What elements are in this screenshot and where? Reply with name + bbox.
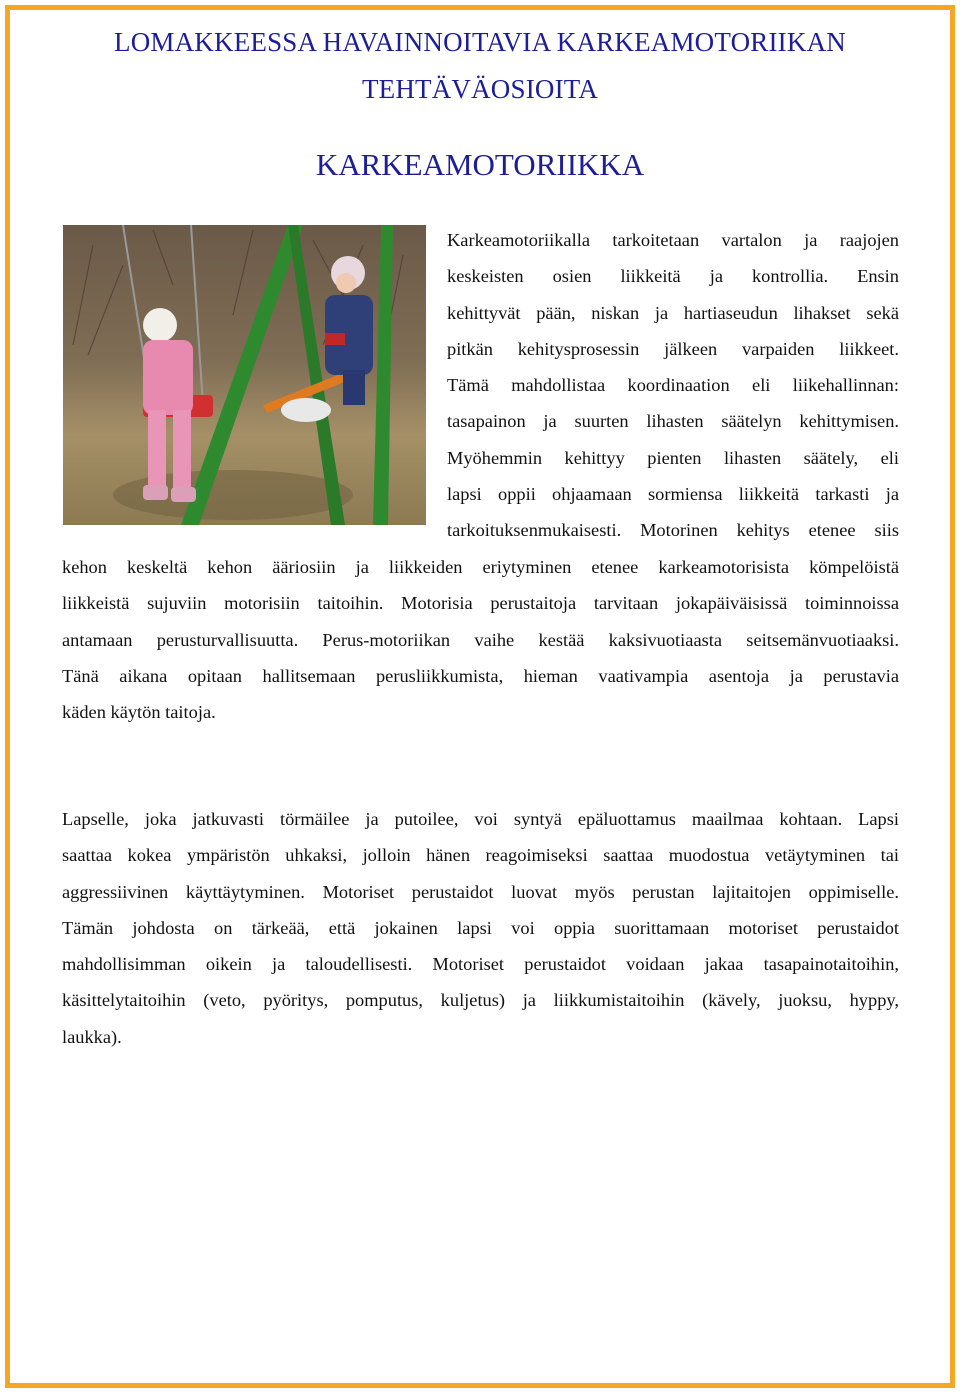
text-line: Tänä aikana opitaan hallitsemaan perusliikkumista, hieman vaativampia asentoja ja perustavia xyxy=(62,665,899,686)
page-title-line2: TEHTÄVÄOSIOITA xyxy=(361,74,599,104)
text-line: Karkeamotoriikalla tarkoitetaan vartalon ja raajojen xyxy=(447,230,899,250)
text-line: käden käytön taitoja. xyxy=(62,702,216,723)
text-line: aggressiivinen käyttäytyminen. Motoriset perustaidot luovat myös perustan lajitaitojen oppimiselle. xyxy=(62,881,899,902)
text-line: kehon keskeltä kehon ääriosiin ja liikkeiden eriytyminen etenee karkeamotorisista kömpelöistä xyxy=(62,557,899,577)
swing-photo xyxy=(63,225,426,525)
text-line: Myöhemmin kehittyy pienten lihasten säätely, eli xyxy=(447,447,899,468)
text-line: kehittyvät pään, niskan ja hartiaseudun lihakset sekä xyxy=(447,302,899,323)
text-line: keskeisten osien liikkeitä ja kontrollia. Ensin xyxy=(447,266,899,287)
section-title: KARKEAMOTORIIKKA xyxy=(315,147,645,182)
text-line: laukka). xyxy=(62,1026,122,1047)
page-title-line1: LOMAKKEESSA HAVAINNOITAVIA KARKEAMOTORIIKAN xyxy=(114,27,846,57)
second-paragraph xyxy=(62,801,899,1055)
text-line: saattaa kokea ympäristön uhkaksi, jolloin hänen reagoimiseksi saattaa muodostua vetäytyminen tai xyxy=(62,845,899,866)
text-line: mahdollisimman oikein ja taloudellisesti. Motoriset perustaidot voidaan jakaa tasapainotaitoihin, xyxy=(62,954,899,975)
intro-paragraph-side xyxy=(447,222,899,549)
text-line: antamaan perusturvallisuutta. Perus-motoriikan vaihe kestää kaksivuotiaasta seitsemänvuotiaaksi. xyxy=(62,629,899,650)
text-line: Tämän johdosta on tärkeää, että jokainen lapsi voi oppia suorittamaan motoriset perustaidot xyxy=(62,917,899,938)
text-line: tarkoituksenmukaisesti. Motorinen kehitys etenee siis xyxy=(447,520,899,541)
text-line: Lapselle, joka jatkuvasti törmäilee ja putoilee, voi syntyä epäluottamus maailmaa kohtaan. Lapsi xyxy=(62,809,899,829)
text-line: lapsi oppii ohjaamaan sormiensa liikkeitä tarkasti ja xyxy=(447,484,899,505)
text-line: käsittelytaitoihin (veto, pyöritys, pomputus, kuljetus) ja liikkumistaitoihin (kävely, juoksu, hyppy, xyxy=(62,990,899,1011)
intro-paragraph-full xyxy=(62,549,899,730)
text-line: Tämä mahdollistaa koordinaation eli liikehallinnan: xyxy=(447,375,899,396)
text-line: liikkeistä sujuviin motorisiin taitoihin. Motorisia perustaitoja tarvitaan jokapäiväisissä toiminnoissa xyxy=(62,593,899,614)
text-line: tasapainon ja suurten lihasten säätelyn kehittymisen. xyxy=(447,411,899,432)
text-line: pitkän kehitysprosessin jälkeen varpaiden liikkeet. xyxy=(447,338,899,359)
